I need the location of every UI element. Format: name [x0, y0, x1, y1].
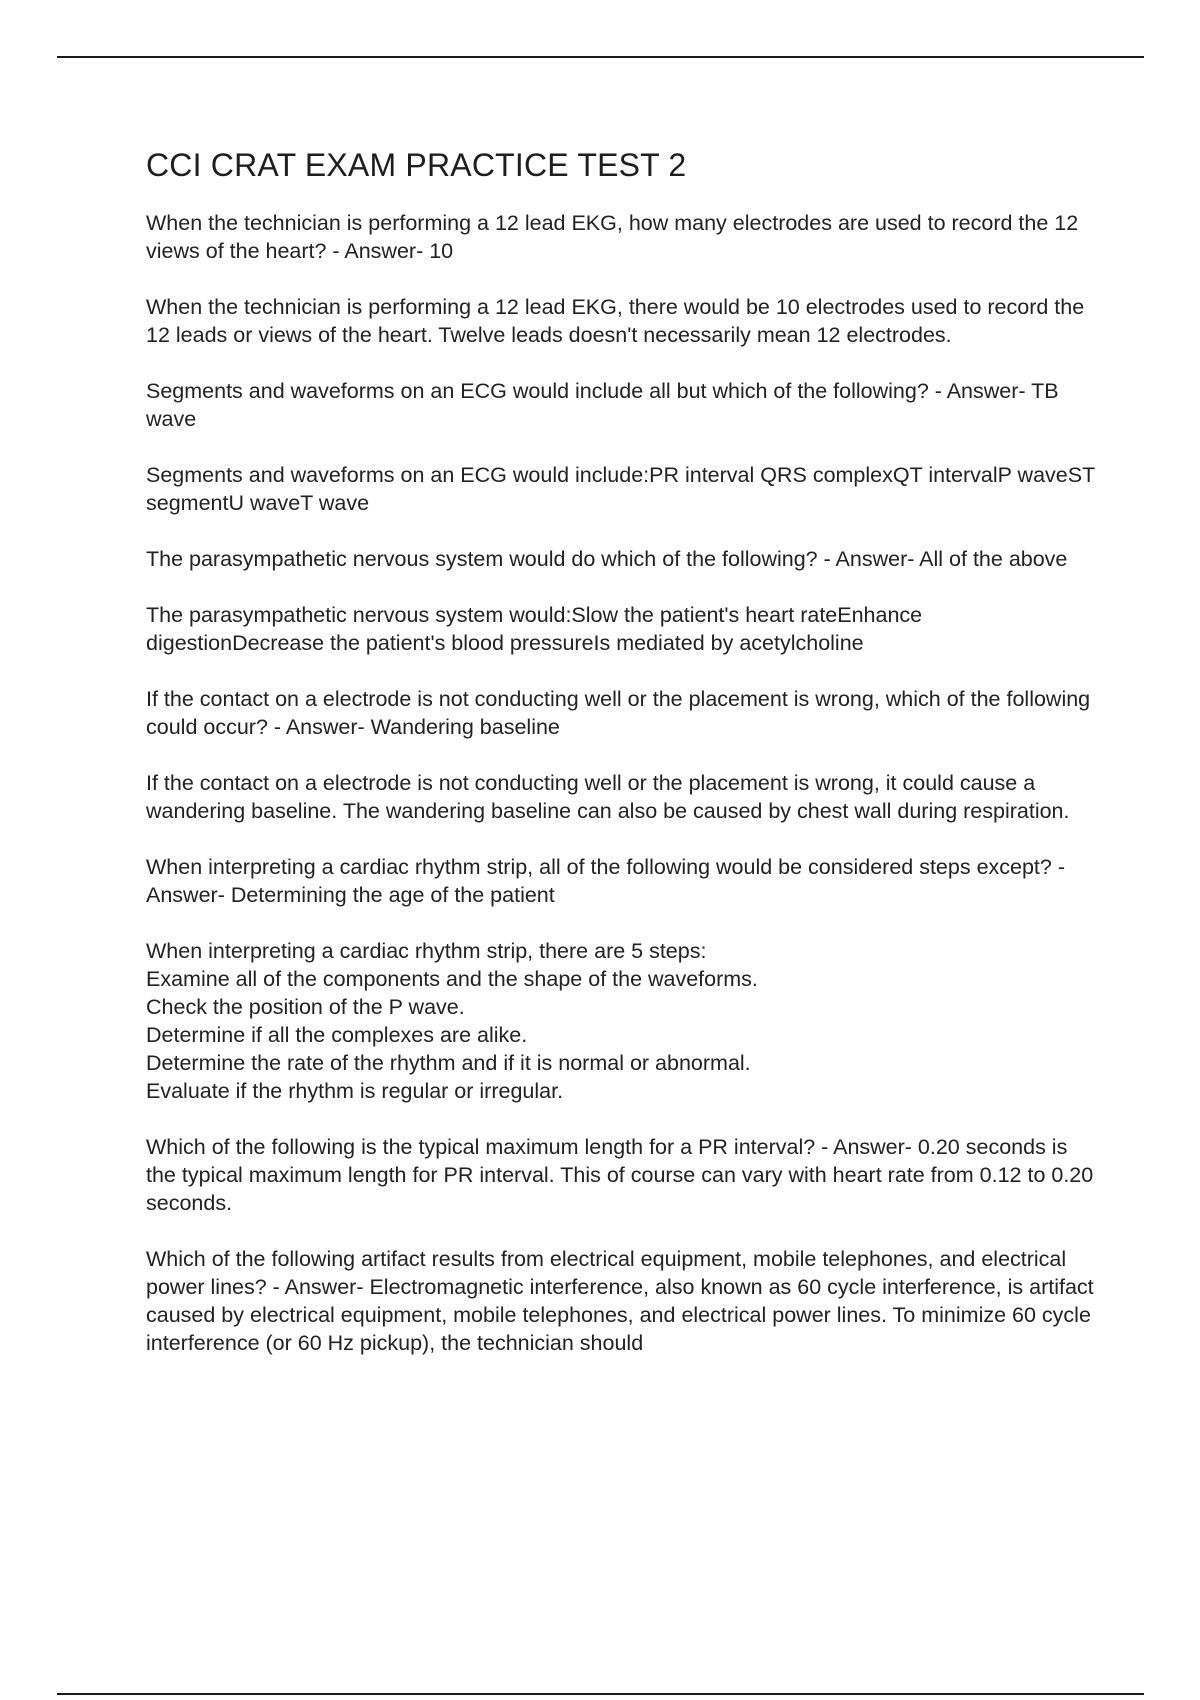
step-line: Check the position of the P wave. — [146, 995, 465, 1019]
bottom-rule — [57, 1693, 1144, 1695]
page-title: CCI CRAT EXAM PRACTICE TEST 2 — [146, 147, 687, 183]
paragraph: The parasympathetic nervous system would:Slow the patient's heart rateEnhance digestionDecrease the patient's blood pressureIs mediated by acetylcholine — [146, 603, 923, 655]
paragraph: When the technician is performing a 12 lead EKG, there would be 10 electrodes used to record the 12 leads or views of the heart. Twelve leads doesn't necessarily mean 12 electrodes. — [146, 295, 1085, 347]
steps-paragraph — [146, 937, 1096, 1105]
step-line: Examine all of the components and the shape of the waveforms. — [146, 967, 758, 991]
step-line: Determine the rate of the rhythm and if it is normal or abnormal. — [146, 1051, 751, 1075]
steps-intro: When interpreting a cardiac rhythm strip, there are 5 steps: — [146, 939, 707, 963]
step-line: Evaluate if the rhythm is regular or irregular. — [146, 1079, 564, 1103]
paragraph: When the technician is performing a 12 lead EKG, how many electrodes are used to record the 12 views of the heart? - Answer- 10 — [146, 211, 1079, 263]
document-body — [146, 143, 1096, 1385]
paragraph: Which of the following artifact results from electrical equipment, mobile telephones, and electrical power lines? - Answer- Electromagnetic interference, also known as 60 cycle interference, is artifact caused by electrical equipment, mobile telephones, and electrical power lines. To minimize 60 cycle interference (or 60 Hz pickup), the technician should — [146, 1247, 1094, 1355]
paragraph: Which of the following is the typical maximum length for a PR interval? - Answer- 0.20 seconds is the typical maximum length for PR interval. This of course can vary with heart rate from 0.12 to 0.20 seconds. — [146, 1135, 1094, 1215]
step-line: Determine if all the complexes are alike. — [146, 1023, 528, 1047]
paragraph: If the contact on a electrode is not conducting well or the placement is wrong, which of the following could occur? - Answer- Wandering baseline — [146, 687, 1091, 739]
paragraph: If the contact on a electrode is not conducting well or the placement is wrong, it could cause a wandering baseline. The wandering baseline can also be caused by chest wall during respiration. — [146, 771, 1070, 823]
paragraph: Segments and waveforms on an ECG would include all but which of the following? - Answer- TB wave — [146, 379, 1059, 431]
paragraph: When interpreting a cardiac rhythm strip, all of the following would be considered steps except? - Answer- Determining the age of the patient — [146, 855, 1065, 907]
top-rule — [57, 56, 1144, 58]
paragraph: The parasympathetic nervous system would do which of the following? - Answer- All of the above — [146, 547, 1068, 571]
paragraph: Segments and waveforms on an ECG would include:PR interval QRS complexQT intervalP waveST segmentU waveT wave — [146, 463, 1095, 515]
